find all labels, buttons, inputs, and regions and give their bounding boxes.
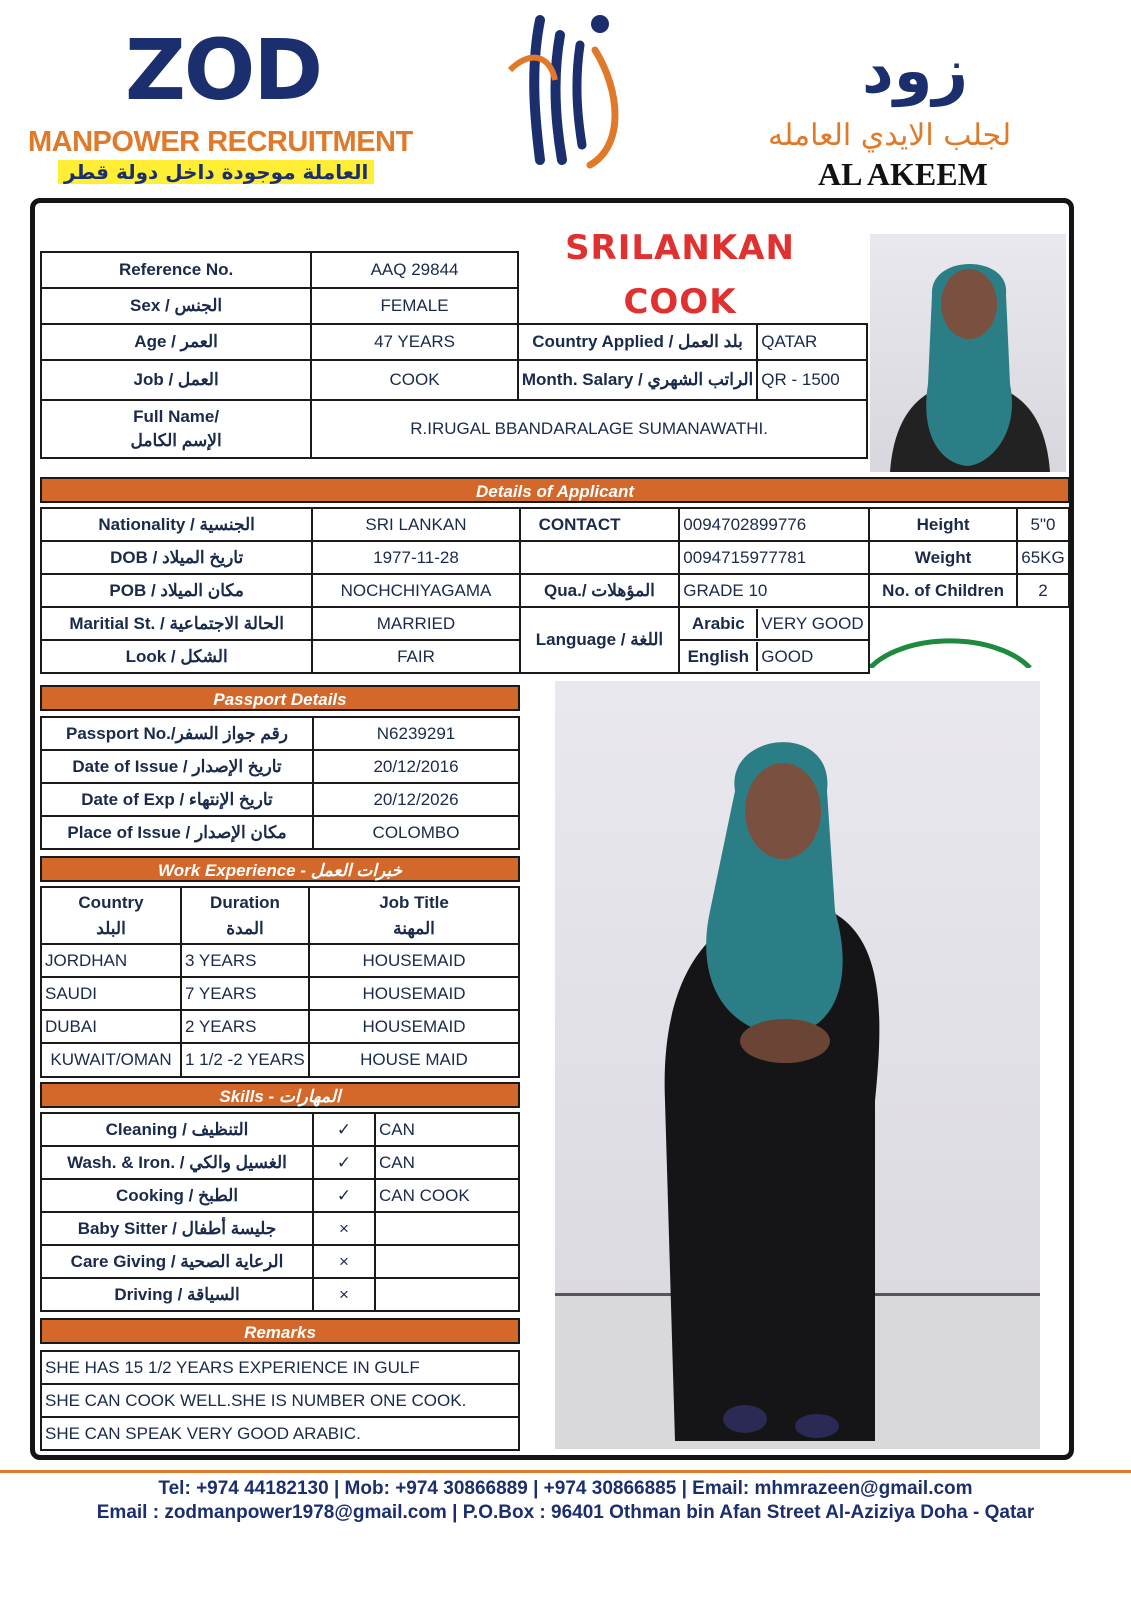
work-duration: 3 YEARS: [181, 944, 309, 977]
cross-icon: ×: [313, 1278, 375, 1311]
contact1-value: 0094702899776: [679, 508, 869, 541]
height-label: Height: [869, 508, 1017, 541]
brand-tagline-ar: لجلب الايدي العامله: [768, 118, 1012, 153]
ref-label: Reference No.: [41, 252, 311, 288]
qualification-value: GRADE 10: [679, 574, 869, 607]
issue-place-label: Place of Issue / مكان الإصدار: [41, 816, 313, 849]
issue-date-value: 20/12/2016: [313, 750, 519, 783]
skill-label: Wash. & Iron. / الغسيل والكي: [41, 1146, 313, 1179]
language-label: Language / اللغة: [520, 607, 680, 673]
job-label: Job / العمل: [41, 360, 311, 400]
remark-line: SHE HAS 15 1/2 YEARS EXPERIENCE IN GULF: [41, 1351, 519, 1384]
nationality-label: Nationality / الجنسية: [41, 508, 312, 541]
remark-line: SHE CAN COOK WELL.SHE IS NUMBER ONE COOK.: [41, 1384, 519, 1417]
skills-table: [40, 1112, 520, 1312]
pob-value: NOCHCHIYAGAMA: [312, 574, 519, 607]
list-item: [41, 1417, 519, 1450]
remarks-table: [40, 1350, 520, 1451]
table-row: [41, 977, 519, 1010]
full-body-photo: [555, 681, 1040, 1449]
marital-label: Maritial St. / الحالة الاجتماعية: [41, 607, 312, 640]
brand-logo-ar: زود: [862, 34, 969, 107]
job-title: COOK: [623, 282, 737, 322]
salary-label: Month. Salary / الراتب الشهري: [518, 360, 757, 400]
age-label: Age / العمر: [41, 324, 311, 360]
job-value: COOK: [311, 360, 518, 400]
weight-label: Weight: [869, 541, 1017, 574]
location-note: العاملة موجودة داخل دولة قطر: [58, 160, 374, 184]
work-job: HOUSE MAID: [309, 1043, 519, 1077]
dob-value: 1977-11-28: [312, 541, 519, 574]
work-country: SAUDI: [41, 977, 181, 1010]
top-info-table: [40, 251, 868, 459]
nationality-title: SRILANKAN: [565, 228, 795, 268]
height-value: 5"0: [1017, 508, 1069, 541]
work-duration: 7 YEARS: [181, 977, 309, 1010]
check-icon: ✓: [313, 1179, 375, 1212]
brand-subtitle: MANPOWER RECRUITMENT: [28, 126, 413, 158]
work-header-duration-en: Duration: [210, 893, 280, 912]
table-row: [41, 1010, 519, 1043]
arabic-cell: [679, 607, 869, 640]
arabic-label: Arabic: [680, 609, 758, 638]
passport-no-label: Passport No./رقم جواز السفر: [41, 717, 313, 750]
name-label-ar: الإسم الكامل: [130, 431, 222, 450]
table-row: [41, 1212, 519, 1245]
portrait-photo: [870, 234, 1066, 472]
check-icon: ✓: [313, 1113, 375, 1146]
work-bar: Work Experience - خبرات العمل: [40, 856, 520, 882]
name-label: [41, 400, 311, 458]
cross-icon: ×: [313, 1245, 375, 1278]
skill-label: Driving / السياقة: [41, 1278, 313, 1311]
name-value: R.IRUGAL BBANDARALAGE SUMANAWATHI.: [311, 400, 867, 458]
skill-label: Baby Sitter / جليسة أطفال: [41, 1212, 313, 1245]
english-label: English: [680, 642, 758, 671]
passport-no-value: N6239291: [313, 717, 519, 750]
table-row: [41, 1113, 519, 1146]
footer-address: Email : zodmanpower1978@gmail.com | P.O.Box : 96401 Othman bin Afan Street Al-Aziziya Doha - Qatar: [96, 1502, 1035, 1523]
look-value: FAIR: [312, 640, 519, 673]
table-row: [41, 1245, 519, 1278]
work-header-job-ar: المهنة: [393, 918, 435, 938]
sex-label: Sex / الجنس: [41, 288, 311, 324]
check-icon: ✓: [313, 1146, 375, 1179]
work-table: [40, 886, 520, 1078]
dob-label: DOB / تاريخ الميلاد: [41, 541, 312, 574]
work-header-country: [41, 887, 181, 944]
country-label: Country Applied / بلد العمل: [518, 324, 757, 360]
work-header-job: [309, 887, 519, 944]
ref-value: AAQ 29844: [311, 252, 518, 288]
children-value: 2: [1017, 574, 1069, 607]
exp-date-value: 20/12/2026: [313, 783, 519, 816]
table-row: [41, 1146, 519, 1179]
country-value: QATAR: [757, 324, 867, 360]
work-country: JORDHAN: [41, 944, 181, 977]
work-header-duration-ar: المدة: [226, 918, 264, 938]
footer-divider: [0, 1470, 1131, 1473]
skill-note: CAN: [375, 1146, 519, 1179]
passport-table: [40, 716, 520, 850]
remark-line: SHE CAN SPEAK VERY GOOD ARABIC.: [41, 1417, 519, 1450]
footer-contact: Tel: +974 44182130 | Mob: +974 30866889 | +974 30866885 | Email: mhmrazeen@gmail.com: [158, 1478, 973, 1499]
table-row: [41, 1043, 519, 1077]
cross-icon: ×: [313, 1212, 375, 1245]
green-arc-icon: [870, 608, 1069, 668]
skill-label: Cleaning / التنظيف: [41, 1113, 313, 1146]
english-cell: [679, 640, 869, 673]
exp-date-label: Date of Exp / تاريخ الإنتهاء: [41, 783, 313, 816]
age-value: 47 YEARS: [311, 324, 518, 360]
issue-date-label: Date of Issue / تاريخ الإصدار: [41, 750, 313, 783]
skill-note: CAN: [375, 1113, 519, 1146]
work-header-duration: [181, 887, 309, 944]
work-country: KUWAIT/OMAN: [41, 1043, 181, 1077]
name-label-en: Full Name/: [133, 407, 220, 427]
table-row: [41, 944, 519, 977]
issue-place-value: COLOMBO: [313, 816, 519, 849]
nationality-value: SRI LANKAN: [312, 508, 519, 541]
salary-value: QR - 1500: [757, 360, 867, 400]
passport-bar: Passport Details: [40, 685, 520, 711]
skills-bar: Skills - المهارات: [40, 1082, 520, 1108]
work-header-job-en: Job Title: [379, 893, 449, 912]
decor-cell: [869, 607, 1069, 673]
arabic-value: VERY GOOD: [761, 614, 864, 633]
work-job: HOUSEMAID: [309, 977, 519, 1010]
list-item: [41, 1384, 519, 1417]
details-table: [40, 507, 1070, 674]
work-header-country-ar: البلد: [96, 918, 126, 938]
full-body-figure-icon: [555, 681, 1040, 1449]
skill-note: [375, 1245, 519, 1278]
partner-name: AL AKEEM: [818, 156, 988, 192]
english-value: GOOD: [761, 647, 814, 666]
work-duration: 1 1/2 -2 YEARS: [181, 1043, 309, 1077]
contact2-value: 0094715977781: [679, 541, 869, 574]
pob-label: POB / مكان الميلاد: [41, 574, 312, 607]
portrait-figure-icon: [870, 234, 1066, 472]
skill-label: Care Giving / الرعاية الصحية: [41, 1245, 313, 1278]
details-bar: Details of Applicant: [40, 477, 1070, 503]
work-country: DUBAI: [41, 1010, 181, 1043]
contact-label: CONTACT: [520, 508, 680, 541]
work-header-country-en: Country: [78, 893, 144, 912]
skill-label: Cooking / الطبخ: [41, 1179, 313, 1212]
runner-logo-icon: [500, 10, 635, 175]
children-label: No. of Children: [869, 574, 1017, 607]
work-job: HOUSEMAID: [309, 1010, 519, 1043]
look-label: Look / الشكل: [41, 640, 312, 673]
work-job: HOUSEMAID: [309, 944, 519, 977]
remarks-bar: Remarks: [40, 1318, 520, 1344]
list-item: [41, 1351, 519, 1384]
skill-note: CAN COOK: [375, 1179, 519, 1212]
brand-logo-en: ZOD: [125, 21, 322, 119]
table-row: [41, 1278, 519, 1311]
marital-value: MARRIED: [312, 607, 519, 640]
skill-note: [375, 1212, 519, 1245]
qualification-label: Qua./ المؤهلات: [520, 574, 680, 607]
skill-note: [375, 1278, 519, 1311]
work-duration: 2 YEARS: [181, 1010, 309, 1043]
weight-value: 65KG: [1017, 541, 1069, 574]
sex-value: FEMALE: [311, 288, 518, 324]
table-row: [41, 1179, 519, 1212]
